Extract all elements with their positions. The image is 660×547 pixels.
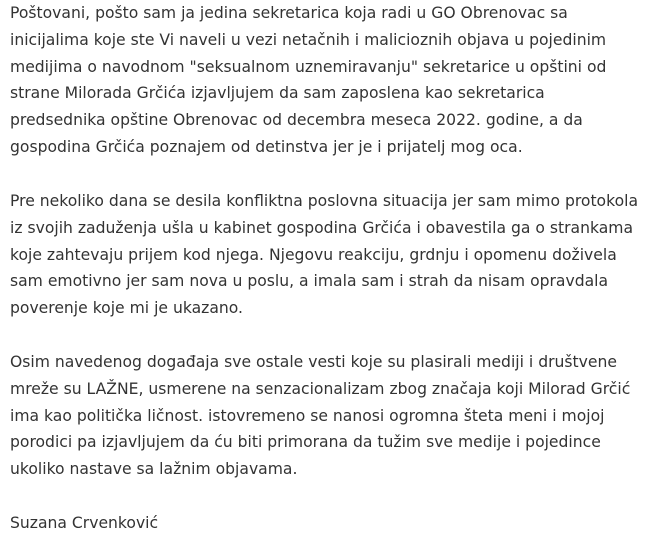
text-line: inicijalima koje ste Vi naveli u vezi netačnih i malicioznih objava u pojedinim (10, 30, 607, 49)
text-line: ima kao politička ličnost. istovremeno se nanosi ogromna šteta meni i mojoj (10, 406, 605, 425)
text-line: Pre nekoliko dana se desila konfliktna poslovna situacija jer sam mimo protokola (10, 192, 639, 210)
text-line: mreže su LAŽNE, usmerene na senzacionalizam zbog značaja koji Milorad Grčić (10, 379, 631, 398)
signature-name: Suzana Crvenković (10, 514, 159, 532)
paragraph-denial (10, 349, 630, 483)
signature (10, 510, 158, 537)
paragraph-intro (10, 0, 606, 161)
text-line: koje zahtevaju prijem kod njega. Njegovu reakciju, grdnju i opomenu doživela (10, 245, 617, 264)
text-line: iz svojih zaduženja ušla u kabinet gospodina Grčića i obavestila ga o strankama (10, 218, 634, 237)
text-line: Osim navedenog događaja sve ostale vesti koje su plasirali mediji i društvene (10, 353, 617, 371)
text-line: predsednika opštine Obrenovac od decembra meseca 2022. godine, a da (10, 111, 583, 130)
text-line: medijima o navodnom "seksualnom uznemiravanju" sekretarice u opštini od (10, 57, 607, 76)
paragraph-incident (10, 188, 638, 322)
text-line: ukoliko nastave sa lažnim objavama. (10, 460, 298, 479)
text-line: poverenje koje mi je ukazano. (10, 299, 243, 318)
text-line: Poštovani, pošto sam ja jedina sekretarica koja radi u GO Obrenovac sa (10, 4, 568, 22)
text-line: sam emotivno jer sam nova u poslu, a imala sam i strah da nisam opravdala (10, 272, 609, 291)
text-line: gospodina Grčića poznajem od detinstva jer je i prijatelj mog oca. (10, 137, 523, 156)
text-line: strane Milorada Grčića izjavljujem da sam zaposlena kao sekretarica (10, 84, 545, 103)
text-line: porodici pa izjavljujem da ću biti primorana da tužim sve medije i pojedince (10, 433, 601, 452)
